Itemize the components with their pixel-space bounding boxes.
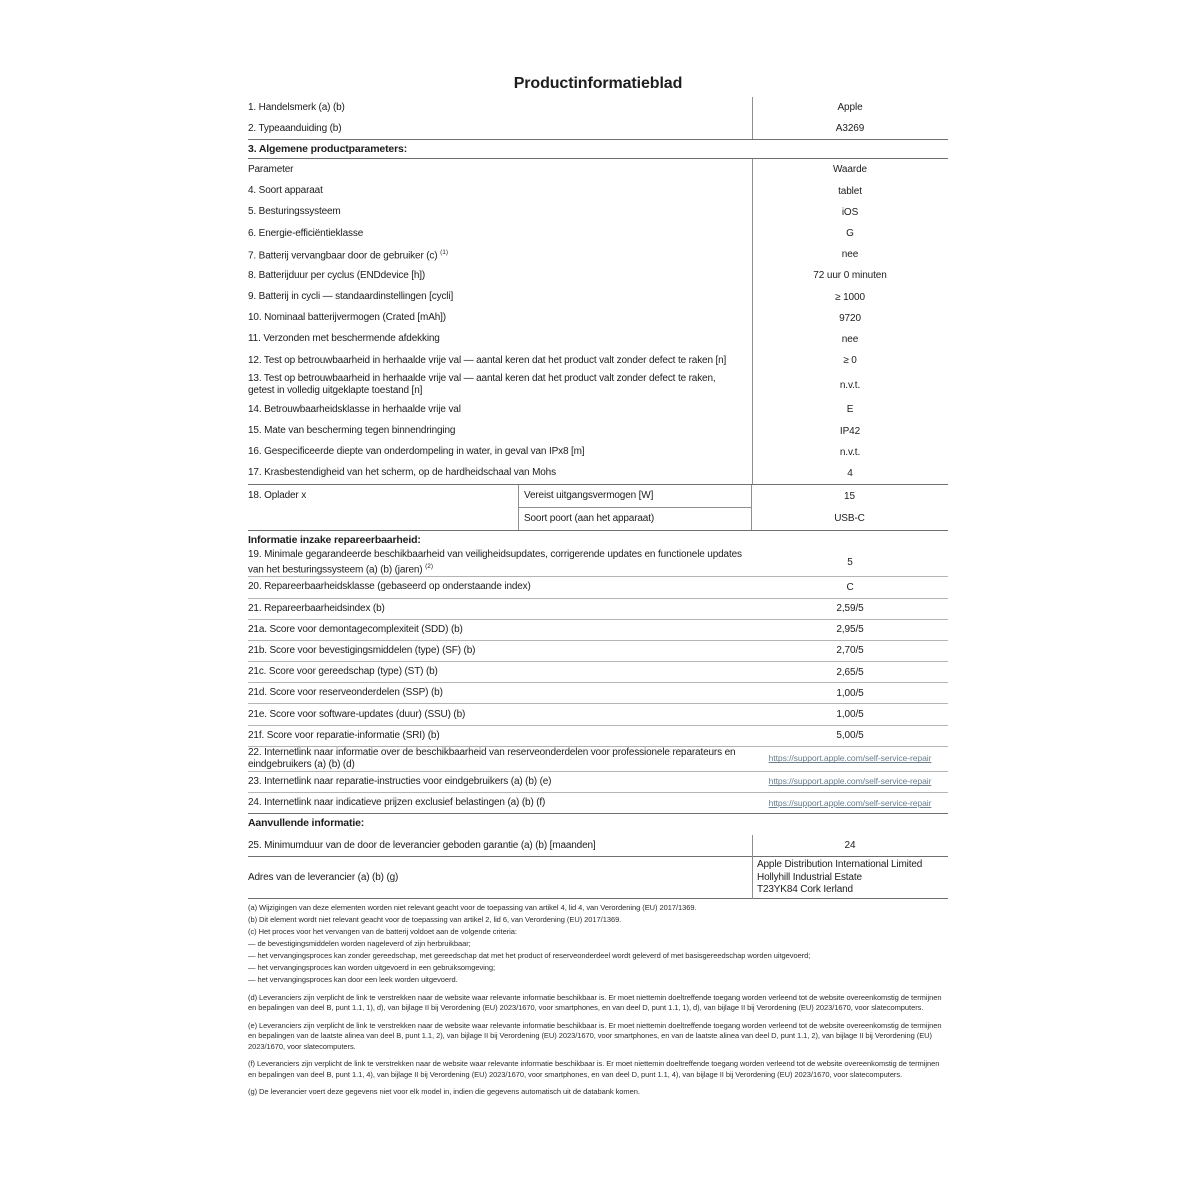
row-label: Adres van de leverancier (a) (b) (g): [248, 871, 399, 883]
footnote-g: (g) De leverancier voert deze gegevens niet voor elk model in, indien die gegevens automatisch uit de databank komen.: [248, 1087, 640, 1097]
footnote-d: (d) Leveranciers zijn verplicht de link te verstrekken naar de website waar relevante informatie beschikbaar is. Er moet niettemin doeltreffende toegang worden verleend tot de website overeenkomstig de termijnen en bepalingen van deel B, punt 1.1, 1), d), van bijlage II bij Verordening (EU) 2023/1670, voor smartphones, en van deel D, punt 1.1, 1), d), van bijlage II bij Verordening (EU) 2023/1670, voor slatecomputers.: [248, 992, 942, 1013]
row-value: 5: [847, 557, 853, 569]
row-label: 17. Krasbestendigheid van het scherm, op de hardheidschaal van Mohs: [248, 467, 556, 479]
row-value: 2,59/5: [836, 603, 864, 615]
table-row: [248, 442, 948, 463]
row-value: 2,95/5: [836, 624, 864, 636]
table-row: [248, 641, 948, 662]
address-line: Hollyhill Industrial Estate: [757, 871, 862, 883]
address-line: T23YK84 Cork Ierland: [757, 883, 853, 895]
row-value: 4: [847, 467, 853, 479]
row-label: 8. Batterijduur per cyclus (ENDdevice [h]): [248, 269, 426, 281]
table-row: [248, 159, 948, 180]
row-value: IP42: [839, 425, 861, 437]
row-label: 15. Mate van bescherming tegen binnendringing: [248, 425, 456, 437]
table-row: [248, 599, 948, 620]
row-value: 1,00/5: [836, 687, 864, 699]
subrow-label: Soort poort (aan het apparaat): [518, 508, 752, 531]
row-value: 24: [844, 840, 856, 852]
footnote-marker: (1): [440, 249, 449, 257]
table-row: [248, 265, 948, 286]
table-row: [248, 118, 948, 139]
row-value: n.v.t.: [839, 379, 861, 391]
subrow-label: Vereist uitgangsvermogen [W]: [518, 485, 752, 508]
table-row: [248, 793, 948, 814]
row-value: Apple: [837, 102, 863, 114]
page-title: Productinformatieblad: [513, 75, 683, 92]
repair-instructions-link[interactable]: https://support.apple.com/self-service-repair: [768, 776, 932, 787]
table-row: [248, 726, 948, 747]
table-row: [248, 97, 948, 118]
row-label: 10. Nominaal batterijvermogen (Crated [mAh]): [248, 312, 446, 324]
footnote-c-item: — het vervangingsproces kan worden uitgevoerd in een gebruiksomgeving;: [248, 963, 496, 973]
row-value: nee: [841, 333, 859, 345]
document-body: [248, 74, 948, 1099]
table-row: [248, 399, 948, 420]
row-label: 21e. Score voor software-updates (duur) (SSU) (b): [248, 708, 466, 720]
table-row: [248, 463, 948, 484]
additional-info-section: [248, 835, 948, 899]
table-row: [248, 244, 948, 265]
section-heading-general: 3. Algemene productparameters:: [248, 140, 948, 159]
footnote-c-item: — het vervangingsproces kan zonder gereedschap, met gereedschap dat met het product of reserveonderdeel wordt geleverd of met basisgereedschap worden uitgevoerd;: [248, 951, 811, 961]
row-value: ≥ 1000: [835, 291, 865, 303]
table-row: [248, 662, 948, 683]
section-heading-additional: Aanvullende informatie:: [248, 817, 365, 830]
table-row: [248, 202, 948, 223]
row-label: 9. Batterij in cycli — standaardinstellingen [cycli]: [248, 291, 454, 303]
table-row: [518, 508, 948, 531]
row-value: iOS: [841, 206, 859, 218]
footnote-f: (f) Leveranciers zijn verplicht de link te verstrekken naar de website waar relevante informatie beschikbaar is. Er moet niettemin doeltreffende toegang worden verleend tot de website overeenkomstig de termijnen en bepalingen van deel B, punt 1.1, 4), van bijlage II bij Verordening (EU) 2023/1670, voor smartphones, en van deel D, punt 1.1, 4), van bijlage II bij Verordening (EU) 2023/1670, voor slatecomputers.: [248, 1059, 940, 1079]
row-label: 19. Minimale gegarandeerde beschikbaarheid van veiligheidsupdates, corrigerende updates en functionele updates van het besturingssysteem (a) (b) (jaren) $^{(2)}$: [248, 549, 742, 576]
footnote-a: (a) Wijzigingen van deze elementen worden niet relevant geacht voor de toepassing van artikel 4, lid 4, van Verordening (EU) 2017/1369.: [248, 903, 697, 913]
supplier-address: [752, 857, 948, 898]
table-row: [248, 577, 948, 598]
table-row: [248, 350, 948, 371]
row-value: 2,70/5: [836, 645, 864, 657]
row-label: 13. Test op betrouwbaarheid in herhaalde vrije val — aantal keren dat het product valt zonder defect te raken, getest in volledig uitgeklapte toestand [n]: [248, 373, 716, 397]
row-label: 21d. Score voor reserveonderdelen (SSP) (b): [248, 687, 443, 699]
footnote-marker: (2): [425, 563, 434, 570]
row-label: 21. Repareerbaarheidsindex (b): [248, 602, 385, 614]
table-row: [248, 287, 948, 308]
row-value: 15: [844, 490, 855, 502]
charger-subtable: [518, 485, 948, 530]
row-label: 22. Internetlink naar informatie over de beschikbaarheid van reserveonderdelen voor professionele reparateurs en eindgebruikers (a) (b) (d): [248, 746, 736, 770]
row-value: tablet: [838, 185, 862, 197]
row-value: 9720: [839, 312, 861, 324]
row-label: 7. Batterij vervangbaar door de gebruiker (c) $^{(1)}$: [248, 249, 449, 262]
table-row: [248, 704, 948, 725]
row-label: 18. Oplader x: [248, 490, 307, 501]
row-value: [752, 753, 948, 764]
row-value: 2,65/5: [836, 666, 864, 678]
spare-parts-link[interactable]: https://support.apple.com/self-service-repair: [768, 753, 932, 764]
table-row: [248, 835, 948, 856]
row-label: 21c. Score voor gereedschap (type) (ST) (b): [248, 666, 438, 678]
row-label: 14. Betrouwbaarheidsklasse in herhaalde vrije val: [248, 403, 461, 415]
row-label: 4. Soort apparaat: [248, 185, 323, 197]
address-line: Apple Distribution International Limited: [757, 859, 923, 871]
row-value: Waarde: [832, 164, 868, 176]
row-label: 21b. Score voor bevestigingsmiddelen (type) (SF) (b): [248, 644, 476, 656]
row-label: 11. Verzonden met beschermende afdekking: [248, 333, 440, 345]
row-value: USB-C: [834, 513, 865, 525]
row-label: 16. Gespecificeerde diepte van onderdompeling in water, in geval van IPx8 [m]: [248, 446, 585, 458]
row-label: 25. Minimumduur van de door de leverancier geboden garantie (a) (b) [maanden]: [248, 839, 596, 851]
table-row: [248, 223, 948, 244]
row-label: 1. Handelsmerk (a) (b): [248, 101, 345, 113]
row-label: 6. Energie-efficiëntieklasse: [248, 227, 364, 239]
row-value: 5,00/5: [836, 730, 864, 742]
table-row: [248, 747, 948, 772]
row-value: [752, 798, 948, 809]
row-label: 23. Internetlink naar reparatie-instructies voor eindgebruikers (a) (b) (e): [248, 775, 552, 787]
footnote-b: (b) Dit element wordt niet relevant geacht voor de toepassing van artikel 2, lid 6, van Verordening (EU) 2017/1369.: [248, 915, 622, 925]
table-row: [248, 549, 948, 577]
table-row: [248, 308, 948, 329]
row-value: E: [846, 404, 854, 416]
row-value: n.v.t.: [839, 446, 861, 458]
row-label: 24. Internetlink naar indicatieve prijzen exclusief belastingen (a) (b) (f): [248, 797, 546, 809]
row-value: G: [846, 228, 854, 240]
table-row: [248, 620, 948, 641]
row-value: A3269: [835, 123, 865, 135]
row-label: 21f. Score voor reparatie-informatie (SRI) (b): [248, 729, 440, 741]
table-row: [248, 420, 948, 441]
row-value: ≥ 0: [843, 355, 857, 367]
row-value: 1,00/5: [836, 709, 864, 721]
row-label: 20. Repareerbaarheidsklasse (gebaseerd op onderstaande index): [248, 581, 531, 593]
footnote-e: (e) Leveranciers zijn verplicht de link te verstrekken naar de website waar relevante informatie beschikbaar is. Er moet niettemin doeltreffende toegang worden verleend tot de website overeenkomstig de termijnen en bepalingen van de laatste alinea van deel B, punt 1.1, 2), van bijlage II bij Verordening (EU) 2023/1670, voor smartphones, en van de laatste alinea van deel D, punt 1.1, 2), van bijlage II bij Verordening (EU) 2023/1670, voor slatecomputers.: [248, 1020, 942, 1051]
table-row: [248, 181, 948, 202]
supplier-address-row: [248, 856, 948, 899]
table-row: [518, 485, 948, 508]
row-value: [752, 776, 948, 787]
general-parameters-section: [248, 159, 948, 484]
row-label: Parameter: [248, 163, 294, 175]
identity-section: [248, 97, 948, 140]
table-row: [248, 329, 948, 350]
table-row: [248, 683, 948, 704]
footnote-c-item: — het vervangingsproces kan door een leek worden uitgevoerd.: [248, 975, 458, 985]
row-value: 72 uur 0 minuten: [813, 270, 887, 282]
footnote-c: (c) Het proces voor het vervangen van de batterij voldoet aan de volgende criteria:: [248, 927, 517, 937]
table-row: [248, 371, 948, 399]
row-label: 21a. Score voor demontagecomplexiteit (SDD) (b): [248, 623, 463, 635]
row-label: 12. Test op betrouwbaarheid in herhaalde vrije val — aantal keren dat het product valt zonder defect te raken [n]: [248, 354, 727, 366]
section-heading-repair: Informatie inzake repareerbaarheid:: [248, 534, 421, 546]
indicative-prices-link[interactable]: https://support.apple.com/self-service-repair: [768, 797, 932, 808]
charger-row: [248, 484, 948, 531]
footnotes: [248, 903, 948, 1098]
table-row: [248, 772, 948, 793]
row-value: C: [846, 581, 854, 593]
row-label: 2. Typeaanduiding (b): [248, 122, 342, 134]
footnote-c-item: — de bevestigingsmiddelen worden nageleverd of zijn herbruikbaar;: [248, 939, 471, 949]
row-label: 5. Besturingssysteem: [248, 206, 341, 218]
row-value: nee: [841, 249, 859, 261]
